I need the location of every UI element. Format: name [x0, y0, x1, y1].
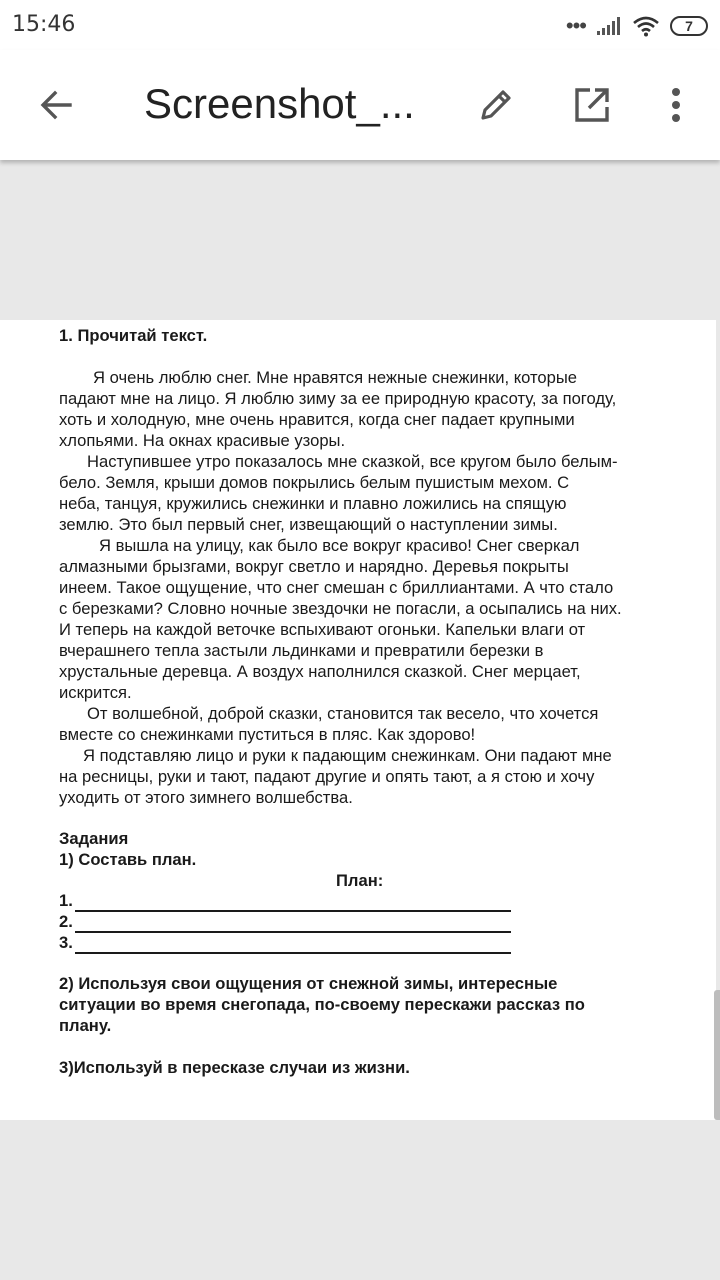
text-line: падают мне на лицо. Я люблю зиму за ее природную красоту, за погоду, [59, 389, 617, 408]
wifi-icon [632, 15, 660, 37]
file-title: Screenshot_... [144, 80, 415, 127]
battery-icon [670, 16, 708, 36]
text-line: вчерашнего тепла застыли льдинками и превратили березки в [59, 641, 544, 660]
plan-item [59, 891, 511, 912]
plan-item [59, 912, 511, 933]
plan-item-number: 1. [59, 891, 73, 910]
blank-line [75, 896, 511, 912]
text-line: Я очень люблю снег. Мне нравятся нежные снежинки, которые [93, 368, 578, 387]
open-in-new-icon [573, 86, 611, 124]
task-heading: 1. Прочитай текст. [59, 326, 208, 345]
scroll-handle[interactable] [714, 990, 720, 1120]
status-time: 15:46 [12, 12, 76, 37]
text-line: уходить от этого зимнего волшебства. [59, 788, 353, 807]
text-line: Я подставляю лицо и руки к падающим снежинкам. Они падают мне [83, 746, 612, 765]
blank-line [75, 917, 511, 933]
text-line: И теперь на каждой веточке вспыхивают огоньки. Капельки влаги от [59, 620, 586, 639]
text-line: вместе со снежинками пуститься в пляс. Как здорово! [59, 725, 476, 744]
blank-line [75, 938, 511, 954]
text-line: хлопьями. На окнах красивые узоры. [59, 431, 346, 450]
plan-item-number: 3. [59, 933, 73, 952]
task-3: 3)Используй в пересказе случаи из жизни. [59, 1058, 410, 1077]
task-2-line: 2) Используя свои ощущения от снежной зимы, интересные [59, 974, 558, 993]
text-line: От волшебной, доброй сказки, становится так весело, что хочется [87, 704, 599, 723]
text-line: с березками? Словно ночные звездочки не погасли, а осыпались на них. [59, 599, 622, 618]
text-line: Я вышла на улицу, как было все вокруг красиво! Снег сверкал [99, 536, 580, 555]
pencil-icon [477, 86, 515, 124]
plan-title: План: [336, 871, 384, 890]
text-line: алмазными брызгами, вокруг светло и нарядно. Деревья покрыты [59, 557, 569, 576]
status-bar [0, 0, 720, 50]
text-line: искрится. [59, 683, 132, 702]
back-button[interactable] [28, 77, 84, 133]
more-options-button[interactable] [648, 77, 704, 133]
text-line: инеем. Такое ощущение, что снег смешан с бриллиантами. А что стало [59, 578, 614, 597]
text-line: землю. Это был первый снег, извещающий о наступлении зимы. [59, 515, 558, 534]
battery-level: 7 [685, 18, 693, 34]
document-page[interactable] [0, 320, 716, 1120]
more-vert-icon [670, 87, 682, 123]
signal-icon [596, 16, 622, 36]
text-line: Наступившее утро показалось мне сказкой, все кругом было белым- [87, 452, 618, 471]
edit-button[interactable] [468, 77, 524, 133]
text-line: хоть и холодную, мне очень нравится, когда снег падает крупными [59, 410, 575, 429]
status-icons [566, 13, 708, 39]
tasks-heading: Задания [59, 829, 129, 848]
task-2-line: плану. [59, 1016, 112, 1035]
plan-item-number: 2. [59, 912, 73, 931]
arrow-back-icon [38, 87, 74, 123]
text-line: неба, танцуя, кружились снежинки и плавно ложились на спящую [59, 494, 567, 513]
text-line: на ресницы, руки и тают, падают другие и опять тают, а я стою и хочу [59, 767, 595, 786]
task-2-line: ситуации во время снегопада, по-своему перескажи рассказ по [59, 995, 585, 1014]
more-notifications-icon: ••• [565, 13, 586, 38]
app-bar [0, 50, 720, 160]
text-line: бело. Земля, крыши домов покрылись белым пушистым мехом. С [59, 473, 570, 492]
open-external-button[interactable] [564, 77, 620, 133]
plan-item [59, 933, 511, 954]
task-1: 1) Составь план. [59, 850, 197, 869]
text-line: хрустальные деревца. А воздух наполнился сказкой. Снег мерцает, [59, 662, 581, 681]
